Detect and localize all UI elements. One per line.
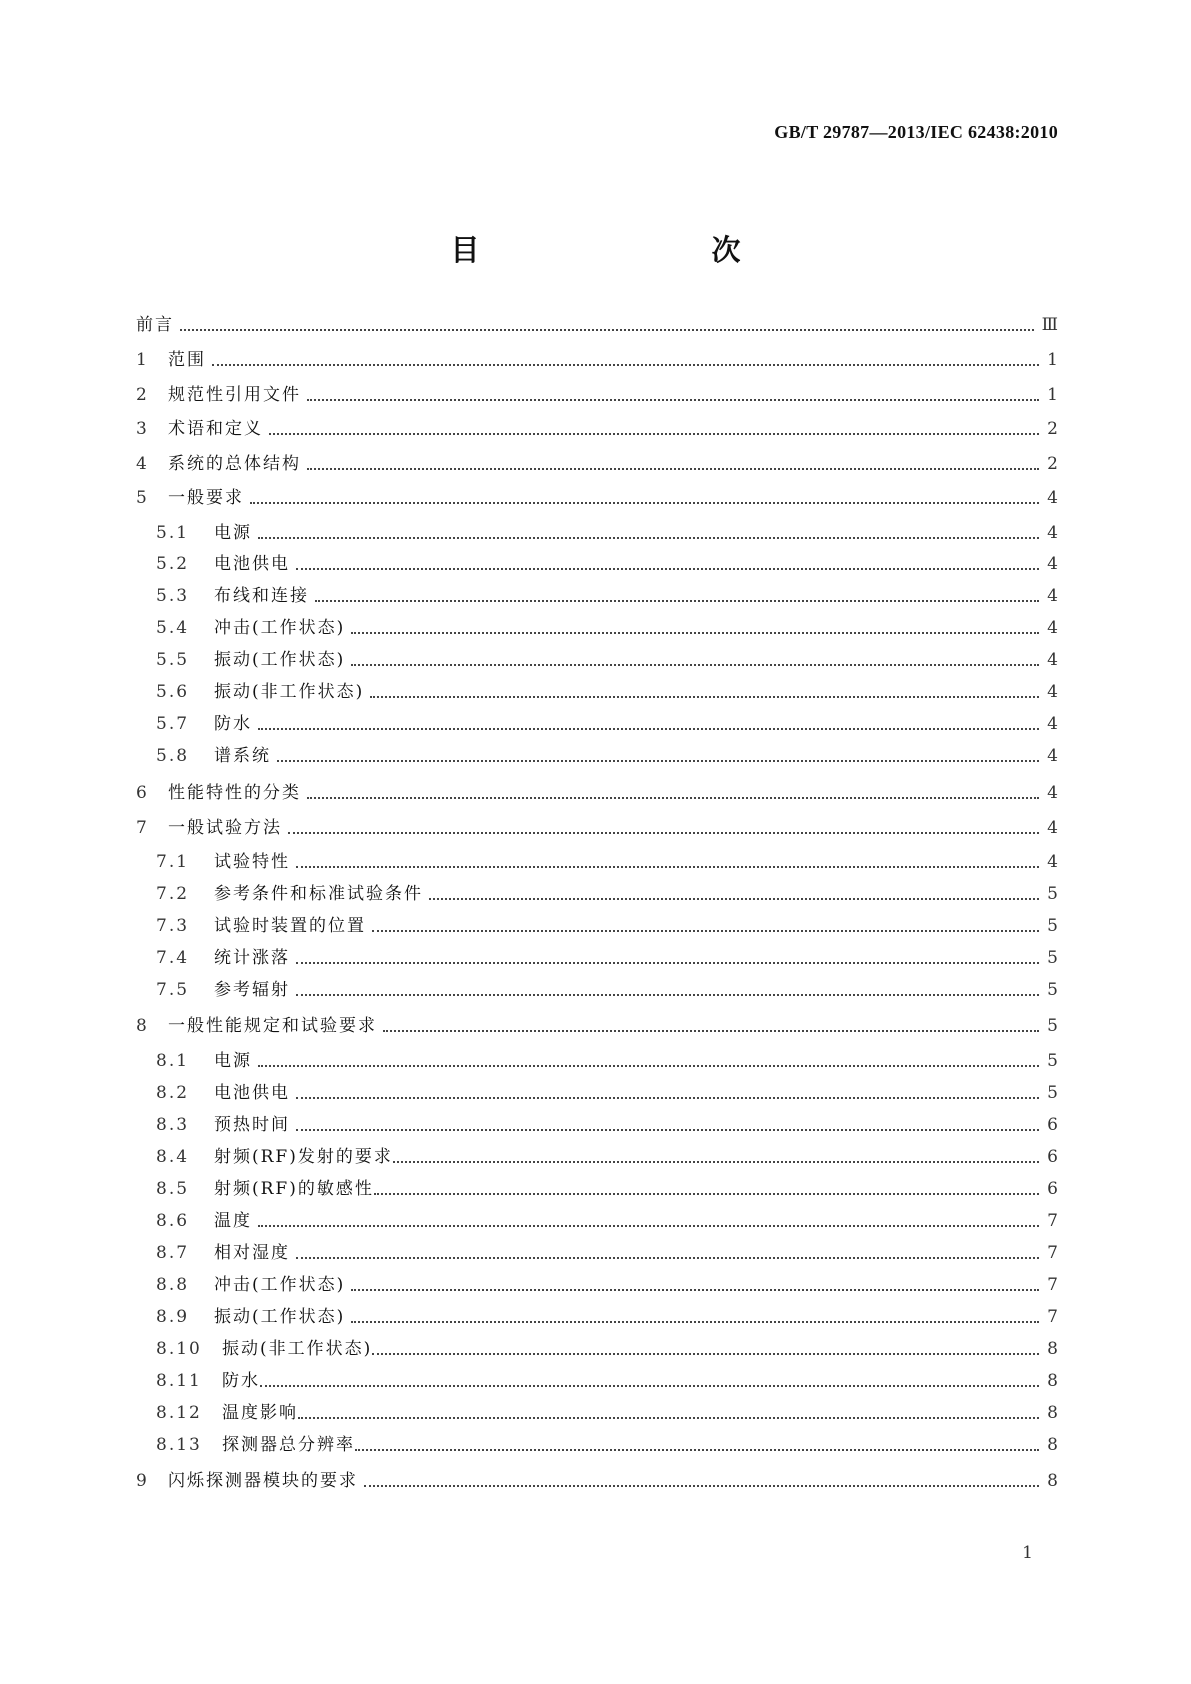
toc-entry-title: 防水 [214, 714, 252, 734]
toc-entry-page: 4 [1047, 682, 1058, 702]
toc-entry-title: 电池供电 [214, 1083, 290, 1103]
dot-leader [372, 930, 1039, 932]
toc-entry-page: 2 [1047, 419, 1058, 439]
dot-leader [351, 664, 1039, 666]
dot-leader [296, 962, 1039, 964]
toc-entry-5-5[interactable] [156, 645, 1058, 675]
toc-entry-number: 8.9 [156, 1307, 190, 1327]
toc-entry-title: 术语和定义 [168, 419, 263, 439]
toc-entry-number: 5.2 [156, 554, 190, 574]
toc-entry-page: 8 [1047, 1371, 1058, 1391]
toc-entry-title: 一般试验方法 [168, 818, 282, 838]
dot-leader [258, 537, 1039, 539]
toc-entry-page: 5 [1047, 980, 1058, 1000]
toc-entry-number: 8.13 [156, 1435, 202, 1455]
toc-entry-number: 5.7 [156, 714, 190, 734]
toc-entry-number: 4 [136, 454, 149, 474]
toc-entry-title: 试验特性 [214, 852, 290, 872]
toc-entry-page: 2 [1047, 454, 1058, 474]
toc-entry-5[interactable] [136, 483, 1058, 513]
toc-entry-page: 7 [1047, 1211, 1058, 1231]
dot-leader [364, 1485, 1039, 1487]
dot-leader [429, 898, 1039, 900]
toc-entry-page: 8 [1047, 1435, 1058, 1455]
toc-entry-page: 4 [1047, 818, 1058, 838]
toc-entry-number: 5.4 [156, 618, 190, 638]
toc-entry-number: 5 [136, 488, 149, 508]
toc-entry-number: 8.6 [156, 1211, 190, 1231]
toc-entry-page: 6 [1047, 1179, 1058, 1199]
dot-leader [296, 1257, 1039, 1259]
toc-entry-page: 5 [1047, 1016, 1058, 1036]
toc-entry-title: 相对湿度 [214, 1243, 290, 1263]
document-code: GB/T 29787—2013/IEC 62438:2010 [774, 122, 1058, 142]
toc-entry-7-5[interactable] [156, 975, 1058, 1005]
toc-entry-4[interactable] [136, 449, 1058, 479]
dot-leader [383, 1030, 1039, 1032]
dot-leader [250, 502, 1039, 504]
toc-entry-number: 7.5 [156, 980, 190, 1000]
toc-entry-8-6[interactable] [156, 1206, 1058, 1236]
toc-entry-title: 电池供电 [214, 554, 290, 574]
toc-entry-2[interactable] [136, 380, 1058, 410]
toc-entry-number: 8 [136, 1016, 149, 1036]
toc-entry-8-9[interactable] [156, 1302, 1058, 1332]
toc-entry-page: 7 [1047, 1243, 1058, 1263]
toc-entry-title: 系统的总体结构 [168, 454, 301, 474]
toc-entry-number: 5.1 [156, 523, 190, 543]
toc-entry-page: 4 [1047, 714, 1058, 734]
toc-entry-title: 温度影响 [222, 1403, 298, 1423]
toc-entry-page: 4 [1047, 586, 1058, 606]
toc-entry-number: 7.4 [156, 948, 190, 968]
toc-entry-8-10[interactable] [156, 1334, 1058, 1364]
toc-entry-title: 振动(工作状态) [214, 650, 346, 670]
toc-entry-8[interactable] [136, 1011, 1058, 1041]
dot-leader [315, 600, 1039, 602]
toc-entry-number: 8.5 [156, 1179, 190, 1199]
toc-entry-title: 射频(RF)的敏感性 [214, 1179, 374, 1199]
toc-entry-8-4[interactable] [156, 1142, 1058, 1172]
toc-entry-title: 探测器总分辨率 [222, 1435, 355, 1455]
toc-entry-8-7[interactable] [156, 1238, 1058, 1268]
dot-leader [296, 866, 1039, 868]
toc-entry-9[interactable] [136, 1466, 1058, 1496]
toc-entry-title: 振动(工作状态) [214, 1307, 346, 1327]
toc-entry-5-1[interactable] [156, 518, 1058, 548]
toc-entry-8-12[interactable] [156, 1398, 1058, 1428]
toc-entry-8-8[interactable] [156, 1270, 1058, 1300]
toc-entry-number: 7.1 [156, 852, 190, 872]
toc-entry-page: 4 [1047, 650, 1058, 670]
toc-entry-title: 一般要求 [168, 488, 244, 508]
toc-entry-8-13[interactable] [156, 1430, 1058, 1460]
toc-entry-number: 1 [136, 350, 149, 370]
toc-entry-number: 8.11 [156, 1371, 202, 1391]
toc-entry-number: 8.10 [156, 1339, 202, 1359]
dot-leader [351, 632, 1039, 634]
toc-entry-number: 8.1 [156, 1051, 190, 1071]
toc-entry-page: 1 [1047, 385, 1058, 405]
toc-entry-number: 8.3 [156, 1115, 190, 1135]
toc-entry-5-3[interactable] [156, 581, 1058, 611]
toc-entry-8-11[interactable] [156, 1366, 1058, 1396]
dot-leader [393, 1161, 1039, 1163]
dot-leader [355, 1449, 1039, 1451]
toc-entry-title: 前言 [136, 315, 174, 335]
toc-entry-page: 5 [1047, 948, 1058, 968]
toc-entry-page: 4 [1047, 523, 1058, 543]
toc-entry-5-2[interactable] [156, 549, 1058, 579]
toc-entry-number: 9 [136, 1471, 149, 1491]
toc-entry-5-8[interactable] [156, 741, 1058, 771]
toc-entry-page: Ⅲ [1041, 315, 1058, 335]
toc-entry-page: 7 [1047, 1275, 1058, 1295]
toc-entry-page: 4 [1047, 488, 1058, 508]
dot-leader [351, 1321, 1039, 1323]
toc-entry-number: 5.6 [156, 682, 190, 702]
dot-leader [180, 329, 1034, 331]
dot-leader [258, 1065, 1039, 1067]
toc-entry-title: 参考辐射 [214, 980, 290, 1000]
toc-entry-page: 8 [1047, 1471, 1058, 1491]
toc-entry-3[interactable] [136, 414, 1058, 444]
toc-entry-1[interactable] [136, 345, 1058, 375]
toc-entry-title: 冲击(工作状态) [214, 618, 346, 638]
toc-entry-8-3[interactable] [156, 1110, 1058, 1140]
toc-entry-5-6[interactable] [156, 677, 1058, 707]
dot-leader [307, 399, 1039, 401]
toc-entry-title: 冲击(工作状态) [214, 1275, 346, 1295]
toc-entry-page: 7 [1047, 1307, 1058, 1327]
dot-leader [258, 728, 1039, 730]
dot-leader [296, 568, 1039, 570]
dot-leader [307, 468, 1039, 470]
dot-leader [212, 364, 1039, 366]
toc-entry-7[interactable] [136, 813, 1058, 843]
toc-entry-number: 8.12 [156, 1403, 202, 1423]
toc-entry-page: 5 [1047, 884, 1058, 904]
toc-entry-7-3[interactable] [156, 911, 1058, 941]
toc-entry-title: 范围 [168, 350, 206, 370]
toc-entry-page: 4 [1047, 783, 1058, 803]
toc-entry-page: 6 [1047, 1115, 1058, 1135]
dot-leader [372, 1353, 1039, 1355]
toc-entry-8-5[interactable] [156, 1174, 1058, 1204]
toc-entry-title: 电源 [214, 1051, 252, 1071]
toc-entry-page: 5 [1047, 916, 1058, 936]
toc-entry-5-4[interactable] [156, 613, 1058, 643]
dot-leader [296, 994, 1039, 996]
dot-leader [370, 696, 1039, 698]
dot-leader [277, 760, 1039, 762]
toc-entry-7-1[interactable] [156, 847, 1058, 877]
toc-entry-number: 6 [136, 783, 149, 803]
toc-entry-title: 参考条件和标准试验条件 [214, 884, 423, 904]
toc-entry-page: 4 [1047, 618, 1058, 638]
toc-entry-number: 5.8 [156, 746, 190, 766]
dot-leader [288, 832, 1039, 834]
dot-leader [298, 1417, 1039, 1419]
toc-entry-title: 振动(非工作状态) [214, 682, 365, 702]
toc-entry-title: 谱系统 [214, 746, 271, 766]
toc-entry-page: 6 [1047, 1147, 1058, 1167]
toc-entry-title: 电源 [214, 523, 252, 543]
dot-leader [260, 1385, 1039, 1387]
toc-entry-title: 温度 [214, 1211, 252, 1231]
toc-entry-page: 1 [1047, 350, 1058, 370]
toc-entry-page: 4 [1047, 852, 1058, 872]
toc-entry-number: 8.8 [156, 1275, 190, 1295]
dot-leader [296, 1097, 1039, 1099]
toc-entry-title: 试验时装置的位置 [214, 916, 366, 936]
toc-entry-number: 5.5 [156, 650, 190, 670]
toc-entry-8-2[interactable] [156, 1078, 1058, 1108]
toc-title: 目 次 [450, 233, 799, 267]
toc-entry-title: 一般性能规定和试验要求 [168, 1016, 377, 1036]
page-number: 1 [1022, 1543, 1033, 1563]
toc-entry-7-2[interactable] [156, 879, 1058, 909]
toc-entry-number: 7 [136, 818, 149, 838]
toc-entry-number: 7.3 [156, 916, 190, 936]
toc-entry-page: 5 [1047, 1083, 1058, 1103]
toc-entry-page: 5 [1047, 1051, 1058, 1071]
toc-entry-number: 5.3 [156, 586, 190, 606]
dot-leader [296, 1129, 1039, 1131]
toc-entry-foreword[interactable] [136, 310, 1058, 340]
toc-entry-page: 8 [1047, 1339, 1058, 1359]
toc-entry-page: 4 [1047, 554, 1058, 574]
toc-entry-title: 统计涨落 [214, 948, 290, 968]
toc-entry-title: 规范性引用文件 [168, 385, 301, 405]
toc-entry-title: 闪烁探测器模块的要求 [168, 1471, 358, 1491]
dot-leader [269, 433, 1039, 435]
toc-entry-number: 8.7 [156, 1243, 190, 1263]
toc-entry-title: 防水 [222, 1371, 260, 1391]
toc-entry-page: 8 [1047, 1403, 1058, 1423]
toc-entry-number: 7.2 [156, 884, 190, 904]
toc-entry-title: 布线和连接 [214, 586, 309, 606]
toc-entry-6[interactable] [136, 778, 1058, 808]
toc-entry-7-4[interactable] [156, 943, 1058, 973]
toc-entry-number: 8.4 [156, 1147, 190, 1167]
toc-entry-number: 3 [136, 419, 149, 439]
toc-entry-title: 振动(非工作状态) [222, 1339, 373, 1359]
dot-leader [374, 1193, 1039, 1195]
toc-entry-5-7[interactable] [156, 709, 1058, 739]
toc-entry-title: 性能特性的分类 [168, 783, 301, 803]
toc-entry-title: 预热时间 [214, 1115, 290, 1135]
toc-entry-title: 射频(RF)发射的要求 [214, 1147, 393, 1167]
toc-entry-number: 8.2 [156, 1083, 190, 1103]
toc-entry-8-1[interactable] [156, 1046, 1058, 1076]
dot-leader [258, 1225, 1039, 1227]
dot-leader [307, 797, 1039, 799]
toc-entry-page: 4 [1047, 746, 1058, 766]
toc-entry-number: 2 [136, 385, 149, 405]
dot-leader [351, 1289, 1039, 1291]
